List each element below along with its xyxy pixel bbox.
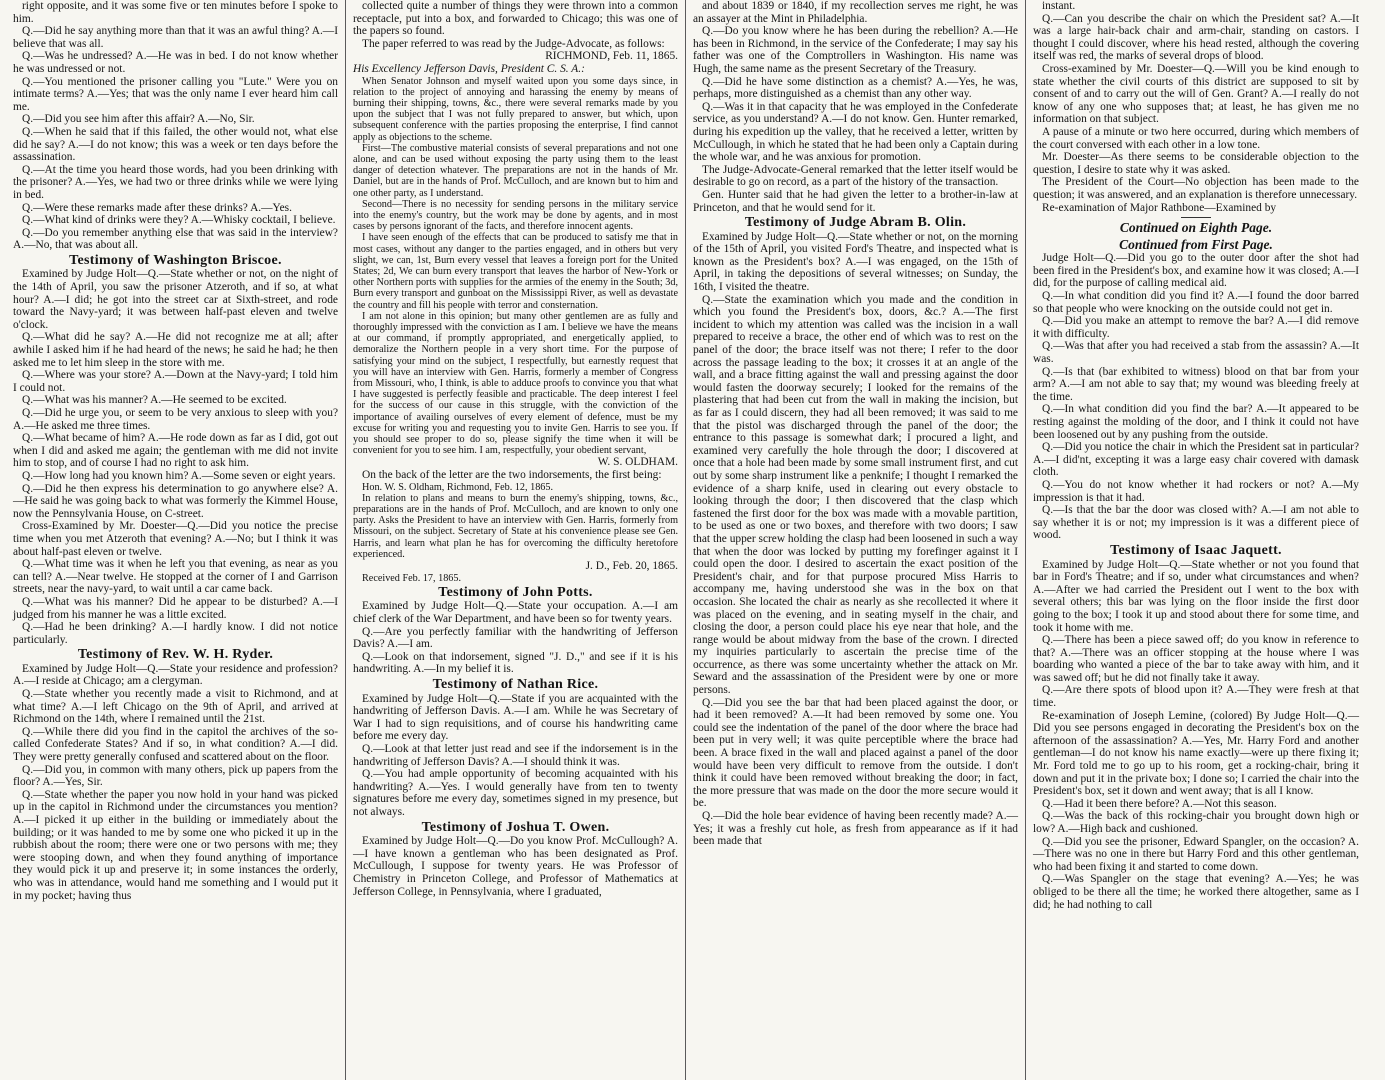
letter-signature: J. D., Feb. 20, 1865. bbox=[585, 560, 678, 573]
continuation-notice: Continued from First Page. bbox=[1119, 236, 1273, 252]
paragraph: Q.—What kind of drinks were they? A.—Whisky cocktail, I believe. bbox=[22, 214, 336, 227]
paragraph: Q.—In what condition did you find it? A.—I found the door barred so that people who were knocking on the outside could not get in. bbox=[1033, 290, 1359, 315]
letter-signature: RICHMOND, Feb. 11, 1865. bbox=[545, 50, 678, 63]
paragraph: Second—There is no necessity for sending persons in the military service into the enemy's country, but the work may be done by agents, and in most cases by persons ignorant of the facts, and therefore innocent agents. bbox=[353, 198, 678, 233]
paragraph: Q.—You mentioned the prisoner calling you "Lute." Were you on intimate terms? A.—Yes; that was the only name I ever heard him call me. bbox=[13, 75, 338, 113]
column-2 bbox=[346, 0, 686, 1080]
paragraph: Q.—What became of him? A.—He rode down as far as I did, got out when I did and asked me again; the gentleman with me did not invite him to stop, and of course I had no right to ask him. bbox=[13, 432, 338, 470]
column-3 bbox=[686, 0, 1026, 1080]
paragraph: Q.—In what condition did you find the bar? A.—It appeared to be resting against the molding of the door, and I think it could not have been loosened out by any pushing from the outside. bbox=[1033, 403, 1359, 441]
paragraph: Q.—Was that after you had received a stab from the assassin? A.—It was. bbox=[1033, 340, 1359, 366]
paragraph: Q.—Look on that indorsement, signed "J. D.," and see if it is his handwriting. A.—In my belief it is. bbox=[353, 650, 678, 676]
paragraph: Q.—Did you notice the chair in which the President sat in particular? A.—I did'nt, excepting it was a large easy chair covered with damask cloth. bbox=[1033, 441, 1359, 479]
paragraph: Q.—Did you see the prisoner, Edward Spangler, on the occasion? A.—There was no one in there but Harry Ford and this other gentleman, who had been fixing it and started to come down. bbox=[1033, 835, 1359, 873]
paragraph: Q.—Did he urge you, or seem to be very anxious to sleep with you? A.—He asked me three times. bbox=[13, 407, 338, 432]
paragraph: Q.—You do not know whether it had rockers or not? A.—My impression is that it had. bbox=[1033, 478, 1359, 504]
paragraph: Q.—Did he have some distinction as a chemist? A.—Yes, he was, perhaps, more distinguished as a chemist than any other way. bbox=[693, 75, 1018, 101]
paragraph: Q.—State whether the paper you now hold in your hand was picked up in the capitol in Richmond under the circumstances you mention? A.—I picked it up either in the building or immediately about the building; or it was handed to me by some one who picked it up in the rubbish about the room; there were one or two persons with me; they were stooping down, and when they found anything of importance they would pick it up and preserve it; in some instances the orderly, who was in attendance, would hand me something and I would put it in my pocket; having thus bbox=[13, 788, 338, 902]
paragraph: Q.—What was his manner? Did he appear to be disturbed? A.—I judged from his manner he was a little excited. bbox=[13, 595, 338, 621]
paragraph: Q.—What did he say? A.—He did not recognize me at all; after awhile I asked him if he had heard of the news; he said he had; he then asked me to let him sleep in the store with me. bbox=[13, 331, 338, 369]
column-1 bbox=[6, 0, 346, 1080]
testimony-heading: Testimony of Rev. W. H. Ryder. bbox=[77, 647, 274, 663]
paragraph: Cross-Examined by Mr. Doester—Q.—Did you notice the precise time when you met Atzeroth that evening? A.—No; but I think it was about half-past eleven or twelve. bbox=[13, 520, 338, 558]
paragraph: Re-examination of Joseph Lemine, (colored) By Judge Holt—Q.—Did you see persons engaged in decorating the President's box on the afternoon of the assassination? A.—Yes, Mr. Harry Ford and another gentleman—I do not know his name exactly—were up there fixing it; Mr. Ford told me to go up to his room, get a rocking-chair, bring it down and put it in the private box; I done so; I carried the chair into the President's box, set it down and went away; that is all I know. bbox=[1033, 709, 1359, 798]
paragraph: Q.—Are you perfectly familiar with the handwriting of Jefferson Davis? A.—I am. bbox=[353, 625, 678, 651]
paragraph: Examined by Judge Holt—Q.—Do you know Prof. McCullough? A.—I have known a gentleman who has been designated as Prof. McCullough, I suppose for twenty years. He was Professor of Chemistry in Princeton College, and Professor of Mathematics at Jefferson College, in Pennsylvania, where I graduated, bbox=[353, 835, 678, 898]
paragraph: Gen. Hunter said that he had given the letter to a brother-in-law at Princeton, and that he would send for it. bbox=[693, 188, 1018, 214]
paragraph: Q.—Is that the bar the door was closed with? A.—I am not able to say whether it is or not; my impression is it was a different piece of wood. bbox=[1033, 504, 1359, 542]
paragraph: Q.—Was Spangler on the stage that evening? A.—Yes; he was obliged to be there all the time; he worked there altogether, same as I did; he had nothing to call bbox=[1033, 873, 1359, 911]
paragraph: The paper referred to was read by the Judge-Advocate, as follows: bbox=[362, 37, 665, 50]
paragraph: Cross-examined by Mr. Doester—Q.—Will you be kind enough to state whether the civil courts of this district are supposed to sit by consent of and to carry out the will of Gen. Grant? A.—I really do not know of any one who supposes that; at least, he has given me no information on that subject. bbox=[1033, 62, 1359, 126]
paragraph: Q.—Is that (bar exhibited to witness) blood on that bar from your arm? A.—I am not able to say that; my wound was bleeding freely at the time. bbox=[1033, 365, 1359, 403]
letter-signature: W. S. OLDHAM. bbox=[597, 456, 678, 469]
paragraph: Q.—Had it been there before? A.—Not this season. bbox=[1042, 797, 1277, 810]
paragraph: Examined by Judge Holt—Q.—State whether or not, on the night of the 14th of April, you saw the prisoner Atzeroth, and if so, at what hour? A.—I did; he got into the street car at Sixth-street, and rode toward the Navy-yard; it was between half-past eleven and twelve o'clock. bbox=[13, 268, 338, 331]
paragraph: Q.—How long had you known him? A.—Some seven or eight years. bbox=[22, 469, 336, 482]
paragraph: Re-examination of Major Rathbone—Examined by bbox=[1042, 201, 1277, 214]
testimony-heading: Testimony of Isaac Jaquett. bbox=[1110, 542, 1282, 558]
paragraph: Q.—Had he been drinking? A.—I hardly know. I did not notice particularly. bbox=[13, 621, 338, 646]
paragraph: Q.—Was it in that capacity that he was employed in the Confederate service, as you understand? A.—I do not know. Gen. Hunter remarked, during his expedition up the valley, that he received a letter, written by McCullough, in which he stated that he had been only a Captain during the whole war, and he was anxious for promotion. bbox=[693, 100, 1018, 164]
paragraph: collected quite a number of things they were thrown into a common receptacle, put into a box, and forwarded to Chicago; this was one of the papers so found. bbox=[353, 0, 678, 38]
paragraph: I am not alone in this opinion; but many other gentlemen are as fully and thoroughly impressed with the conviction as I am. I believe we have the means at our command, if promptly appropriated, and energetically applied, to demoralize the Northern people in a very short time. For the purpose of satisfying your mind on the subject, I respectfully, but earnestly request that you will have an interview with Gen. Harris, formerly a member of Congress from Missouri, who, I think, is able to adduce proofs to convince you that what I have suggested is perfectly feasible and practicable. The deep interest I feel for the success of our cause in this struggle, with the conviction of the importance of availing ourselves of every element of defence, must be my excuse for writing you and requesting you to invite Gen. Harris to see you. If you should see proper to do so, please signify the time when it will be convenient for you to see him. I am, respectfully, your obedient servant, bbox=[353, 310, 678, 457]
paragraph: Q.—Do you know where he has been during the rebellion? A.—He has been in Richmond, in the service of the Confederate; I may say his father was one of the Comptrollers in Washington. His name was Hugh, the same name as the present Secretary of the Treasury. bbox=[693, 25, 1018, 75]
paragraph: Q.—State whether you recently made a visit to Richmond, and at what time? A.—I left Chicago on the 9th of April, and arrived at Richmond on the 14th, where I remained until the 21st. bbox=[13, 688, 338, 726]
testimony-heading: Testimony of Nathan Rice. bbox=[432, 677, 599, 693]
paragraph: Q.—Were these remarks made after these drinks? A.—Yes. bbox=[22, 201, 292, 214]
paragraph: Q.—While there did you find in the capitol the archives of the so-called Confederate States? And if so, in what condition? A.—I did. They were pretty generally confused and scattered about on the floor. bbox=[13, 725, 338, 764]
paragraph: First—The combustive material consists of several preparations and not one alone, and can be used without exposing the party using them to the least danger of detection whatever. The preparations are not in the hands of Mr. Daniel, but are in the hands of Prof. McCulloch, and are known but to him and one other party, as I understand. bbox=[353, 142, 678, 199]
paragraph: A pause of a minute or two here occurred, during which members of the court conversed with each other in a low tone. bbox=[1033, 125, 1359, 151]
paragraph: Received Feb. 17, 1865. bbox=[362, 572, 462, 584]
paragraph: Q.—Did he say anything more than that it was an awful thing? A.—I believe that was all. bbox=[13, 25, 338, 50]
paragraph: Q.—Did you see the bar that had been placed against the door, or had it been removed? A.—It had been removed by some one. You could see the indentation of the panel of the door where the brace had been put in very well; it was quite perceptible where the brace had been. A brace fixed in the wall and placed against a panel of the door would have been very difficult to remove from the outside. I don't think it could have been removed without breaking the door; in fact, the more pressure that was made on the door the more secure would it be. bbox=[693, 696, 1018, 810]
paragraph: Q.—Can you describe the chair on which the President sat? A.—It was a large hair-back chair and arm-chair, standing on castors. I thought I could discover, where his head rested, although the covering itself was red, the marks of several drops of blood. bbox=[1033, 12, 1359, 63]
column-4 bbox=[1026, 0, 1366, 1080]
paragraph: Q.—Did you, in common with many others, pick up papers from the floor? A.—Yes, Sir. bbox=[13, 763, 338, 789]
paragraph: Judge Holt—Q.—Did you go to the outer door after the shot had been fired in the President's box, and examine how it was closed; A.—I did, for the purpose of calling medical aid. bbox=[1033, 252, 1359, 290]
paragraph: Mr. Doester—As there seems to be considerable objection to the question, I desire to state why it was asked. bbox=[1033, 151, 1359, 176]
continuation-notice: Continued on Eighth Page. bbox=[1119, 220, 1273, 236]
paragraph: right opposite, and it was some five or ten minutes before I spoke to him. bbox=[13, 0, 338, 25]
paragraph: Q.—Do you remember anything else that was said in the interview? A.—No, that was about all. bbox=[13, 226, 338, 252]
paragraph: The President of the Court—No objection has been made to the question; it was answered, and an explanation is therefore unnecessary. bbox=[1033, 176, 1359, 201]
paragraph: Q.—Did the hole bear evidence of having been recently made? A.—Yes; it was a freshly cut hole, as fresh from appearance as if it had been made that bbox=[693, 810, 1018, 848]
paragraph: Q.—Did you make an attempt to remove the bar? A.—I did remove it with difficulty. bbox=[1033, 315, 1359, 340]
paragraph: Q.—Look at that letter just read and see if the indorsement is in the handwriting of Jefferson Davis? A.—I should think it was. bbox=[353, 743, 678, 768]
paragraph: Q.—At the time you heard those words, had you been drinking with the prisoner? A.—Yes, we had two or three drinks while we were lying in bed. bbox=[13, 163, 338, 201]
testimony-heading: Testimony of John Potts. bbox=[438, 584, 593, 600]
paragraph: The Judge-Advocate-General remarked that the letter itself would be desirable to go on record, as a part of the history of the transaction. bbox=[693, 163, 1018, 189]
paragraph: In relation to plans and means to burn the enemy's shipping, towns, &c., preparations are in the hands of Prof. McCulloch, and are known to only one party. Asks the President to have an interview with Gen. Harris, formerly from Missouri, on the subject. Secretary of State at his convenience please see Gen. Harris, and learn what plan he has for overcoming the difficulty heretofore experienced. bbox=[353, 492, 678, 560]
paragraph: Q.—You had ample opportunity of becoming acquainted with his handwriting? A.—Yes. I would generally have from ten to twenty signatures before me every day, sometimes signed in my presence, but not always. bbox=[353, 768, 678, 818]
paragraph: Examined by Judge Holt—Q.—State your occupation. A.—I am chief clerk of the War Department, and have been so for twenty years. bbox=[353, 600, 678, 626]
paragraph: Hon. W. S. Oldham, Richmond, Feb. 12, 1865. bbox=[362, 481, 554, 493]
paragraph: Q.—Did you see him after this affair? A.—No, Sir. bbox=[22, 113, 255, 126]
paragraph: instant. bbox=[1042, 0, 1076, 12]
testimony-heading: Testimony of Judge Abram B. Olin. bbox=[744, 215, 967, 231]
paragraph: When Senator Johnson and myself waited upon you some days since, in relation to the project of annoying and harassing the enemy by means of burning their shipping, towns, &c., there were several remarks made by you upon the subject that I was not fully prepared to answer, but which, upon subsequent conference with the parties proposing the enterprise, I find cannot apply as objections to the scheme. bbox=[353, 75, 678, 143]
paragraph: Examined by Judge Holt—Q.—State your residence and profession? A.—I reside at Chicago; am a clergyman. bbox=[13, 662, 338, 688]
paragraph: On the back of the letter are the two indorsements, the first being: bbox=[362, 469, 662, 482]
letter-salutation: His Excellency Jefferson Davis, President C. S. A.: bbox=[353, 62, 585, 75]
paragraph: Q.—There has been a piece sawed off; do you know in reference to that? A.—There was an officer stopping at the house where I was boarding who wanted a piece of the bar to take away with him, and it was sawed off; but he did not finally take it away. bbox=[1033, 634, 1359, 684]
paragraph: Q.—Was he undressed? A.—He was in bed. I do not know whether he was undressed or not. bbox=[13, 50, 338, 75]
paragraph: Q.—What was his manner? A.—He seemed to be excited. bbox=[22, 394, 287, 407]
paragraph: Examined by Judge Holt—Q.—State whether or not you found that bar in Ford's Theatre; and if so, under what circumstances and when? A.—After we had carried the President out I went to the box with several others; this bar was lying on the floor inside the first door going to the box; I took it up and stood about there for some time, and took it home with me. bbox=[1033, 558, 1359, 634]
paragraph: Q.—Was the back of this rocking-chair you brought down high or low? A.—High back and cushioned. bbox=[1033, 810, 1359, 835]
paragraph: Q.—Are there spots of blood upon it? A.—They were fresh at that time. bbox=[1033, 684, 1359, 710]
paragraph: Q.—Where was your store? A.—Down at the Navy-yard; I told him I could not. bbox=[13, 369, 338, 394]
paragraph: and about 1839 or 1840, if my recollection serves me right, he was an assayer at the Mint in Philadelphia. bbox=[693, 0, 1018, 25]
paragraph: Examined by Judge Holt—Q.—State if you are acquainted with the handwriting of Jefferson Davis. A.—I am. While he was Secretary of War I had to sign requisitions, and of course his handwriting came before me every day. bbox=[353, 692, 678, 743]
paragraph: Q.—What time was it when he left you that evening, as near as you can tell? A.—Near twelve. He stopped at the corner of I and Garrison streets, near the navy-yard, to wait until a car came back. bbox=[13, 558, 338, 596]
section-divider bbox=[1181, 217, 1211, 218]
paragraph: Q.—State the examination which you made and the condition in which you found the President's box, doors, &c.? A.—The first incident to which my attention was called was the incision in a wall prepared to receive a brace, the other end of which was to rest on the panel of the door; the brace itself was not there; I refer to the door across the passage leading to the box; it crosses it at an angle of the wall, and a brace fitting against the wall and pressing against the door would fasten the doorway securely; I looked for the remains of the plastering that had been cut from the wall in making the incision, but as far as I could discern, they had all been removed; it was said to me that the pistol was discharged through the panel of the door; the entrance to this passage is somewhat dark; I procured a light, and examined very carefully the hole through the door; I discovered at once that a hole had been made by some small instrument first, and cut out by some sharp instrument like a penknife; I thought I remarked the evidence of a sharp knife, used in clearing out every obstacle to looking through the door; I then discovered that the clasp which fastened the first door for the box was made with a movable partition, to be used as one or two boxes, and therefore with two doors; I saw that the upper screw holding the clasp had been loosened in such a way that when the door was locked by putting my forefinger against it I could open the door. I desired to ascertain the exact position of the President's chair, and for that purpose procured Miss Harris to accompany me, having understood she was in the box on that occasion. She located the chair as nearly as she recollected it where it was placed on the evening, and in seating myself in the chair, and closing the door, a person could place his eye near that hole, and the range would be about midway from the base of the crown. I directed my inquiries particularly to ascertain the precise time of the occurrence, as there was some uncertainty whether the attack on Mr. Seward and the assassination of the President were by one or more persons. bbox=[693, 293, 1018, 697]
testimony-heading: Testimony of Joshua T. Owen. bbox=[421, 819, 610, 835]
paragraph: Examined by Judge Holt—Q.—State whether or not, on the morning of the 15th of April, you visited Ford's Theatre, and inspected what is known as the President's box? A.—I was engaged, on the 15th of April, in taking the depositions of several witnesses; on Sunday, the 16th, I visited the theatre. bbox=[693, 230, 1018, 294]
paragraph: Q.—Did he then express his determination to go anywhere else? A.—He said he was going back to what was formerly the Kimmel House, now the Pennsylvania House, on C-street. bbox=[13, 482, 338, 520]
testimony-heading: Testimony of Washington Briscoe. bbox=[69, 252, 282, 268]
paragraph: Q.—When he said that if this failed, the other would not, what else did he say? A.—I do not know; this was a week or ten days before the assassination. bbox=[13, 125, 338, 164]
paragraph: I have seen enough of the effects that can be produced to satisfy me that in most cases, without any danger to the parties engaged, and in others but very slight, we can, 1st, Burn every vessel that leaves a foreign port for the United States; 2d, We can burn every transport that leaves the harbor of New-York or other Northern ports with supplies for the armies of the enemy in the South; 3d, Burn every transport and gunboat on the Mississippi River, as well as devastate the country and fill his people with terror and consternation. bbox=[353, 232, 678, 311]
